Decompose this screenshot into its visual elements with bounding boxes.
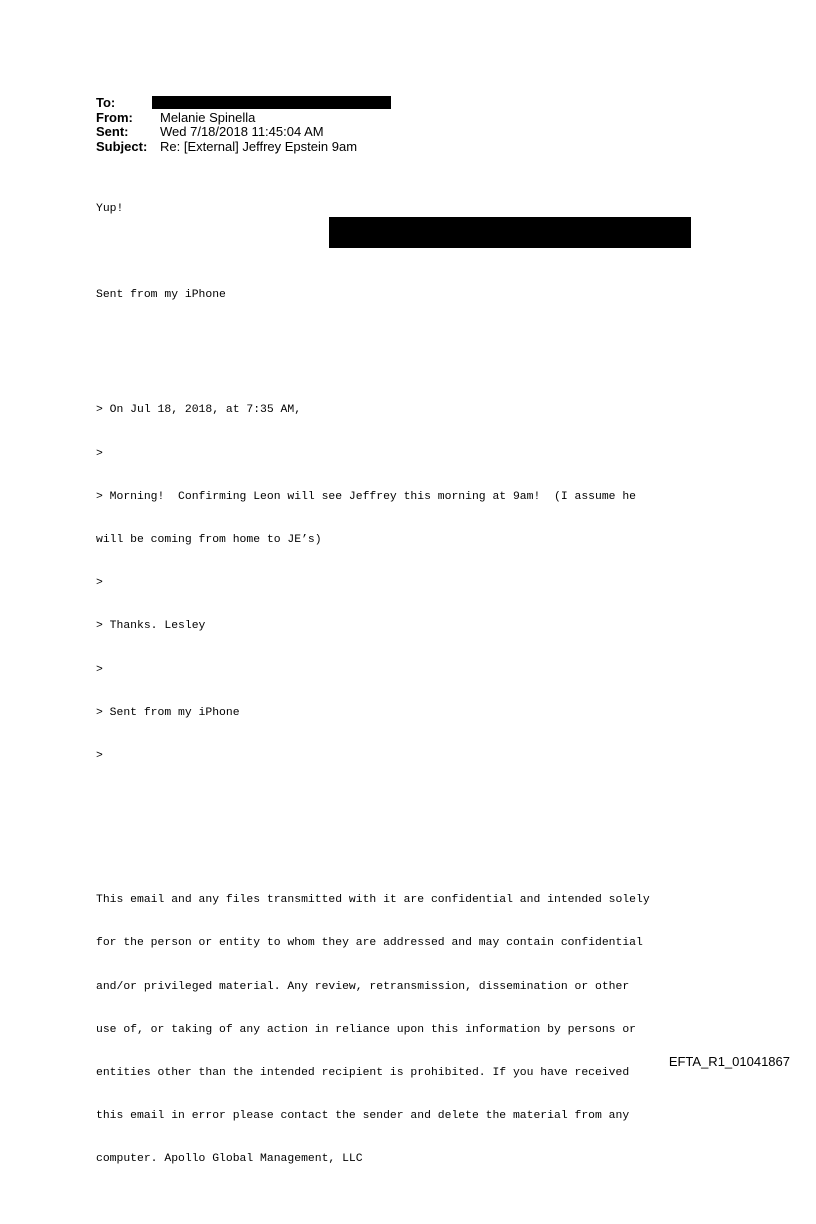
subject-row — [96, 140, 391, 155]
sent-label: Sent: — [96, 124, 129, 139]
reply-text: Yup! — [96, 202, 124, 215]
disclaimer-line: This email and any files transmitted with it are confidential and intended solely — [96, 894, 650, 907]
quoted-line: > — [96, 577, 103, 590]
quoted-line: > — [96, 447, 103, 460]
document-id: EFTA_R1_01041867 — [668, 1054, 790, 1069]
sent-row — [96, 125, 391, 140]
disclaimer-line: use of, or taking of any action in reliance upon this information by persons or — [96, 1023, 637, 1036]
to-label: To: — [96, 95, 116, 110]
subject-value: Re: [External] Jeffrey Epstein 9am — [160, 138, 358, 154]
confidentiality-disclaimer — [96, 864, 736, 1195]
from-value: Melanie Spinella — [160, 109, 256, 125]
disclaimer-line: computer. Apollo Global Management, LLC — [96, 1153, 363, 1166]
to-row — [96, 96, 391, 111]
quoted-message — [96, 375, 736, 793]
quoted-line: > — [96, 663, 103, 676]
email-body — [96, 173, 736, 1224]
disclaimer-line: for the person or entity to whom they are addressed and may contain confidential — [96, 937, 643, 950]
quoted-line: > Thanks. Lesley — [96, 620, 206, 633]
reply-signature: Sent from my iPhone — [96, 289, 226, 302]
from-label: From: — [96, 109, 133, 125]
redaction-bar-quoted-sender — [329, 217, 691, 248]
sent-value: Wed 7/18/2018 11:45:04 AM — [160, 124, 324, 139]
subject-label: Subject: — [96, 138, 148, 154]
quoted-line: will be coming from home to JE’s) — [96, 534, 322, 547]
to-value — [160, 96, 391, 111]
redaction-bar-recipient — [152, 96, 391, 109]
disclaimer-line: entities other than the intended recipient is prohibited. If you have received — [96, 1066, 630, 1079]
quoted-line: > — [96, 750, 103, 763]
from-row — [96, 111, 391, 126]
email-header — [96, 96, 391, 154]
disclaimer-line: and/or privileged material. Any review, retransmission, dissemination or other — [96, 980, 630, 993]
quoted-line: > On Jul 18, 2018, at 7:35 AM, — [96, 404, 302, 417]
disclaimer-line: this email in error please contact the sender and delete the material from any — [96, 1110, 630, 1123]
quoted-line: > Sent from my iPhone — [96, 706, 240, 719]
quoted-line: > Morning! Confirming Leon will see Jeffrey this morning at 9am! (I assume he — [96, 490, 637, 503]
